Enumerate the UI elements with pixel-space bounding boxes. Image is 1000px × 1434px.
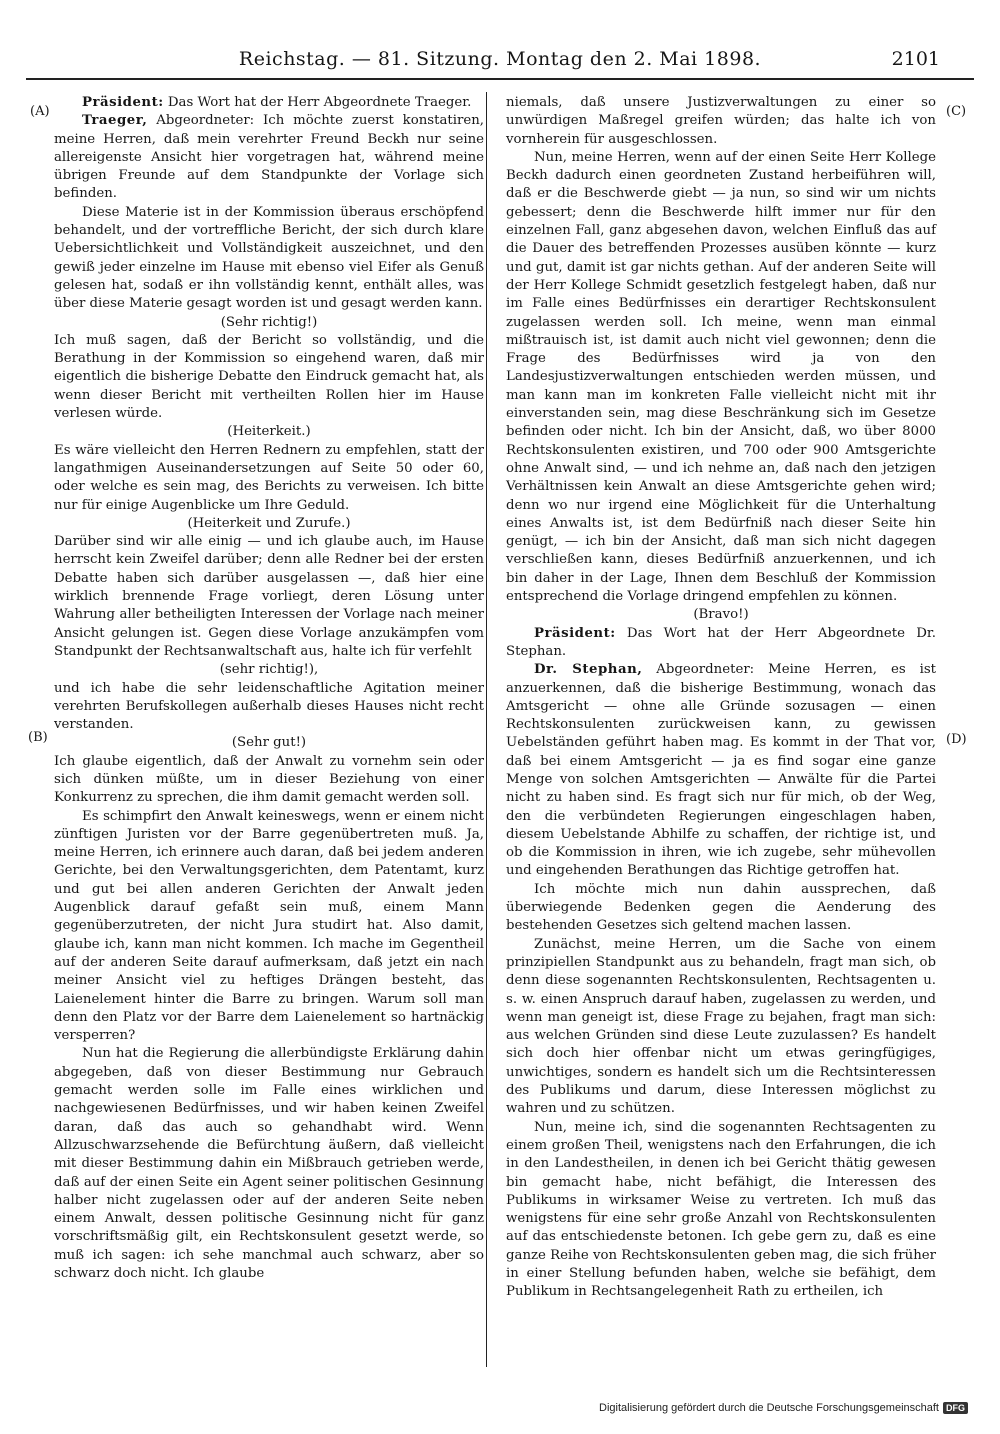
margin-marker-c: (C) xyxy=(946,104,967,119)
margin-marker-b: (B) xyxy=(28,730,48,745)
body-paragraph: und ich habe die sehr leidenschaftliche Agitation meiner verehrten Berufskollegen außerhalb dieses Hauses nicht recht verstanden. xyxy=(54,680,484,733)
body-paragraph: niemals, daß unsere Justizverwaltungen zu einer so unwürdigen Maßregel greifen würden; das halte ich von vornherein für ausgeschlossen. xyxy=(506,95,936,147)
footer xyxy=(599,1402,968,1414)
speech-text: Das Wort hat der Herr Abgeordnete Traeger. xyxy=(163,95,472,110)
header-rule xyxy=(26,78,974,80)
speech-text: Das Wort hat der Herr Abgeordnete Dr. Stephan. xyxy=(506,625,936,659)
speech-text: Abgeordneter: Meine Herren, es ist anzuerkennen, daß die bisherige Bestimmung, wonach das Amtsgericht — ohne alle Gründe sozusagen — einen Rechtskonsulenten zurückweisen kann, zu gewissen Uebelständen geführt haben mag. Es kommt in der That vor, daß bei einem Amtsgericht — ja es find sogar eine ganze Menge von solchen Amtsgerichten — Anwälte für die Partei nicht zu haben sind. Es fragt sich nur für mich, ob der Weg, den die verbündeten Regierungen eingeschlagen haben, diesem Uebelstande Abhilfe zu schaffen, der richtige ist, und ob die Kommission in ihren, wie ich zugebe, sehr mühevollen und eingehenden Berathungen das Richtige getroffen hat. xyxy=(506,662,937,879)
margin-marker-d: (D) xyxy=(946,732,967,747)
speaker-paragraph xyxy=(506,661,936,881)
body-paragraph: Nun, meine Herren, wenn auf der einen Seite Herr Kollege Beckh dadurch einen geordneten Zustand herbeiführen will, daß er die Beschwerde giebt — ja nun, so sind wir um nichts gebessert; denn die Beschwerde hilft immer nur für den einzelnen Fall, ganz abgesehen davon, welchen Einfluß das auf die Dauer des betreffenden Prozesses ausüben könnte — kurz und gut, damit ist gar nichts gethan. Auf der anderen Seite will der Herr Kollege Schmidt gesetzlich festgelegt haben, daß nur im Falle eines Bedürfnisses ein derartiger Rechtskonsulent zugelassen werden soll. Ich meine, wenn man einmal mißtrauisch ist, ist damit auch nicht viel gewonnen; denn die Frage des Bedürfnisses wird ja von den Landesjustizverwaltungen entschieden werden müssen, und man kann man im konkreten Falle vielleicht nicht mit ihr einverstanden sein, mag diese Beschränkung sich im Gesetze befinden oder nicht. Ich bin der Ansicht, daß, wo über 8000 Rechtskonsulenten existiren, und 700 oder 900 Amtsgerichte ohne Anwalt sind, — und ich nehme an, daß nach den jetzigen Verhältnissen kein Anwalt an diese Amtsgerichte gehen wird; denn wo nur irgend eine Möglichkeit für die Unterhaltung eines Anwalts ist, ist dem Bedürfniß nach dieser Seite hin genügt, — ich bin der Ansicht, daß man sich nicht dagegen verschließen kann, dieses Bedürfniß anzuerkennen, und ich bin daher in der Lage, Ihnen dem Beschluß der Kommission entsprechend die Vorlage dringend empfehlen zu können. xyxy=(506,149,936,605)
body-paragraph: Nun hat die Regierung die allerbündigste Erklärung dahin abgegeben, daß von dieser Bestimmung nur Gebrauch gemacht werden solle im Falle eines wirklichen und nachgewiesenen Bedürfnisses, und wir haben keinen Zweifel daran, daß das auch so gehandhabt wird. Wenn Allzuschwarzsehende die Befürchtung äußern, daß vielleicht mit dieser Bestimmung dahin ein Mißbrauch getrieben werde, daß auf der einen Seite ein Agent seiner politischen Gesinnung halber nicht zugelassen oder auf der anderen Seite neben einem Anwalt, dessen politische Gesinnung nicht für ganz vorschriftsmäßig gilt, ein Rechtskonsulent gesetzt werde, so muß ich sagen: ich sehe manchmal auch schwarz, aber so schwarz doch nicht. Ich glaube xyxy=(54,1046,484,1281)
interjection: (Heiterkeit.) xyxy=(227,424,311,440)
running-header xyxy=(0,48,1000,88)
speaker-paragraph xyxy=(506,625,936,662)
body-paragraph: Nun, meine ich, sind die sogenannten Rechtsagenten zu einem großen Theil, wenigstens nach den Erfahrungen, die ich in den Landestheilen, in denen ich bei Gericht thätig gewesen bin gemacht habe, nicht befähigt, die Interessen des Publikums in wirksamer Weise zu vertreten. Ich muß das wenigstens für eine sehr große Anzahl von Rechtskonsulenten auf das entschiedenste betonen. Ich gebe gern zu, daß es eine ganze Reihe von Rechtskonsulenten geben mag, die sich früher in einer Stellung befunden haben, welche sie befähigt, dem Publikum in Rechtsangelegenheit Rath zu ertheilen, ich xyxy=(506,1119,936,1300)
speaker-paragraph xyxy=(54,112,484,203)
running-title: Reichstag. — 81. Sitzung. Montag den 2. Mai 1898. xyxy=(238,48,762,70)
body-paragraph: Darüber sind wir alle einig — und ich glaube auch, im Hause herrscht kein Zweifel darüber; denn alle Redner bei der ersten Debatte haben sich darüber ausgelassen —, daß hier eine wirklich brennende Frage vorliegt, deren Lösung unter Wahrung aller betheiligten Interessen der Vorlage nach meiner Ansicht gelungen ist. Gegen diese Vorlage anzukämpfen vom Standpunkt der Rechtsanwaltschaft aus, halte ich für verfehlt xyxy=(54,534,484,659)
funding-note: Digitalisierung gefördert durch die Deutsche Forschungsgemeinschaft xyxy=(599,1402,939,1414)
dfg-logo: DFG xyxy=(943,1402,968,1414)
body-paragraph: Es wäre vielleicht den Herren Rednern zu empfehlen, statt der langathmigen Auseinandersetzungen auf Seite 50 oder 60, oder welche es sein mag, des Berichts zu verweisen. Ich bitte nur für einige Augenblicke um Ihre Geduld. xyxy=(54,442,484,513)
body-paragraph: Zunächst, meine Herren, um die Sache von einem prinzipiellen Standpunkt aus zu behandeln, fragt man sich, ob denn diese sogenannten Rechtskonsulenten, Rechtsagenten u. s. w. einen Anspruch darauf haben, zugelassen zu werden, und wenn man geneigt ist, diese Frage zu bejahen, fragt man sich: aus welchen Gründen sind diese Leute zuzulassen? Es handelt sich doch hier offenbar nicht um etwas geringfügiges, unwichtiges, sondern es handelt sich um die Rechtsinteressen des Publikums und darum, diese Interessen möglichst zu wahren und zu schützen. xyxy=(506,936,936,1117)
speech-text: Abgeordneter: Ich möchte zuerst konstatiren, meine Herren, daß mein verehrter Freund Beckh nur seine allereigenste Ansicht hier vorgetragen hat, während meine übrigen Freunde auf dem Standpunkte der Vorlage sich befinden. xyxy=(54,113,484,202)
speaker-name: Präsident: xyxy=(82,95,164,110)
speaker-paragraph xyxy=(54,94,484,112)
right-column xyxy=(506,94,936,1302)
body-paragraph: Es schimpfirt den Anwalt keineswegs, wenn er einem nicht zünftigen Juristen vor der Barre gegenübertreten muß. Ja, meine Herren, ich erinnere auch daran, daß bei jedem anderen Gerichte, bei den Verwaltungsgerichten, dem Patentamt, kurz und gut bei allen anderen Gerichten der Anwalt jeden Augenblick darauf gefaßt sein muß, einem Mann gegenüberzutreten, der nicht Jura studirt hat. Also damit, glaube ich, kann man nicht kommen. Ich mache im Gegentheil auf der anderen Seite darauf aufmerksam, daß jetzt ein nach meiner Ansicht viel zu heftiges Drängen besteht, das Laienelement hinter die Barre zu bringen. Warum soll man denn den Platz vor der Barre dem Laienelement so hartnäckig versperren? xyxy=(54,808,484,1044)
left-column xyxy=(54,94,484,1283)
interjection: (Heiterkeit und Zurufe.) xyxy=(187,515,351,531)
body-paragraph: Ich glaube eigentlich, daß der Anwalt zu vornehm sein oder sich dünken müßte, um in dieser Beziehung von einer Konkurrenz zu sprechen, die ihm damit gemacht werden soll. xyxy=(54,753,484,806)
interjection: (Bravo!) xyxy=(693,607,749,623)
speaker-name: Dr. Stephan, xyxy=(534,662,643,678)
column-divider xyxy=(486,92,487,1367)
interjection: (Sehr richtig!) xyxy=(220,314,318,330)
body-paragraph: Diese Materie ist in der Kommission überaus erschöpfend behandelt, und der vortreffliche Bericht, der sich durch klare Uebersichtlichkeit und Vollständigkeit auszeichnet, und den gewiß jeder einzelne im Hause mit ebenso viel Eifer als Genuß gelesen hat, sodaß er ihn vollständig kennt, enthält alles, was über diese Materie gesagt worden ist und gesagt werden kann. xyxy=(54,204,484,312)
interjection: (sehr richtig!), xyxy=(219,662,319,678)
page-number: 2101 xyxy=(891,48,940,70)
interjection: (Sehr gut!) xyxy=(231,735,307,751)
body-paragraph: Ich möchte mich nun dahin aussprechen, daß überwiegende Bedenken gegen die Aenderung des bestehenden Gesetzes sich geltend machen lassen. xyxy=(506,881,936,934)
margin-marker-a: (A) xyxy=(30,104,50,119)
body-paragraph: Ich muß sagen, daß der Bericht so vollständig, und die Berathung in der Kommission so eingehend waren, daß mir eigentlich die bisherige Debatte den Eindruck gemacht hat, als wenn dieser Bericht mit vertheilten Rollen hier im Hause verlesen würde. xyxy=(54,332,484,422)
speaker-name: Traeger, xyxy=(82,113,148,129)
speaker-name: Präsident: xyxy=(534,625,616,641)
